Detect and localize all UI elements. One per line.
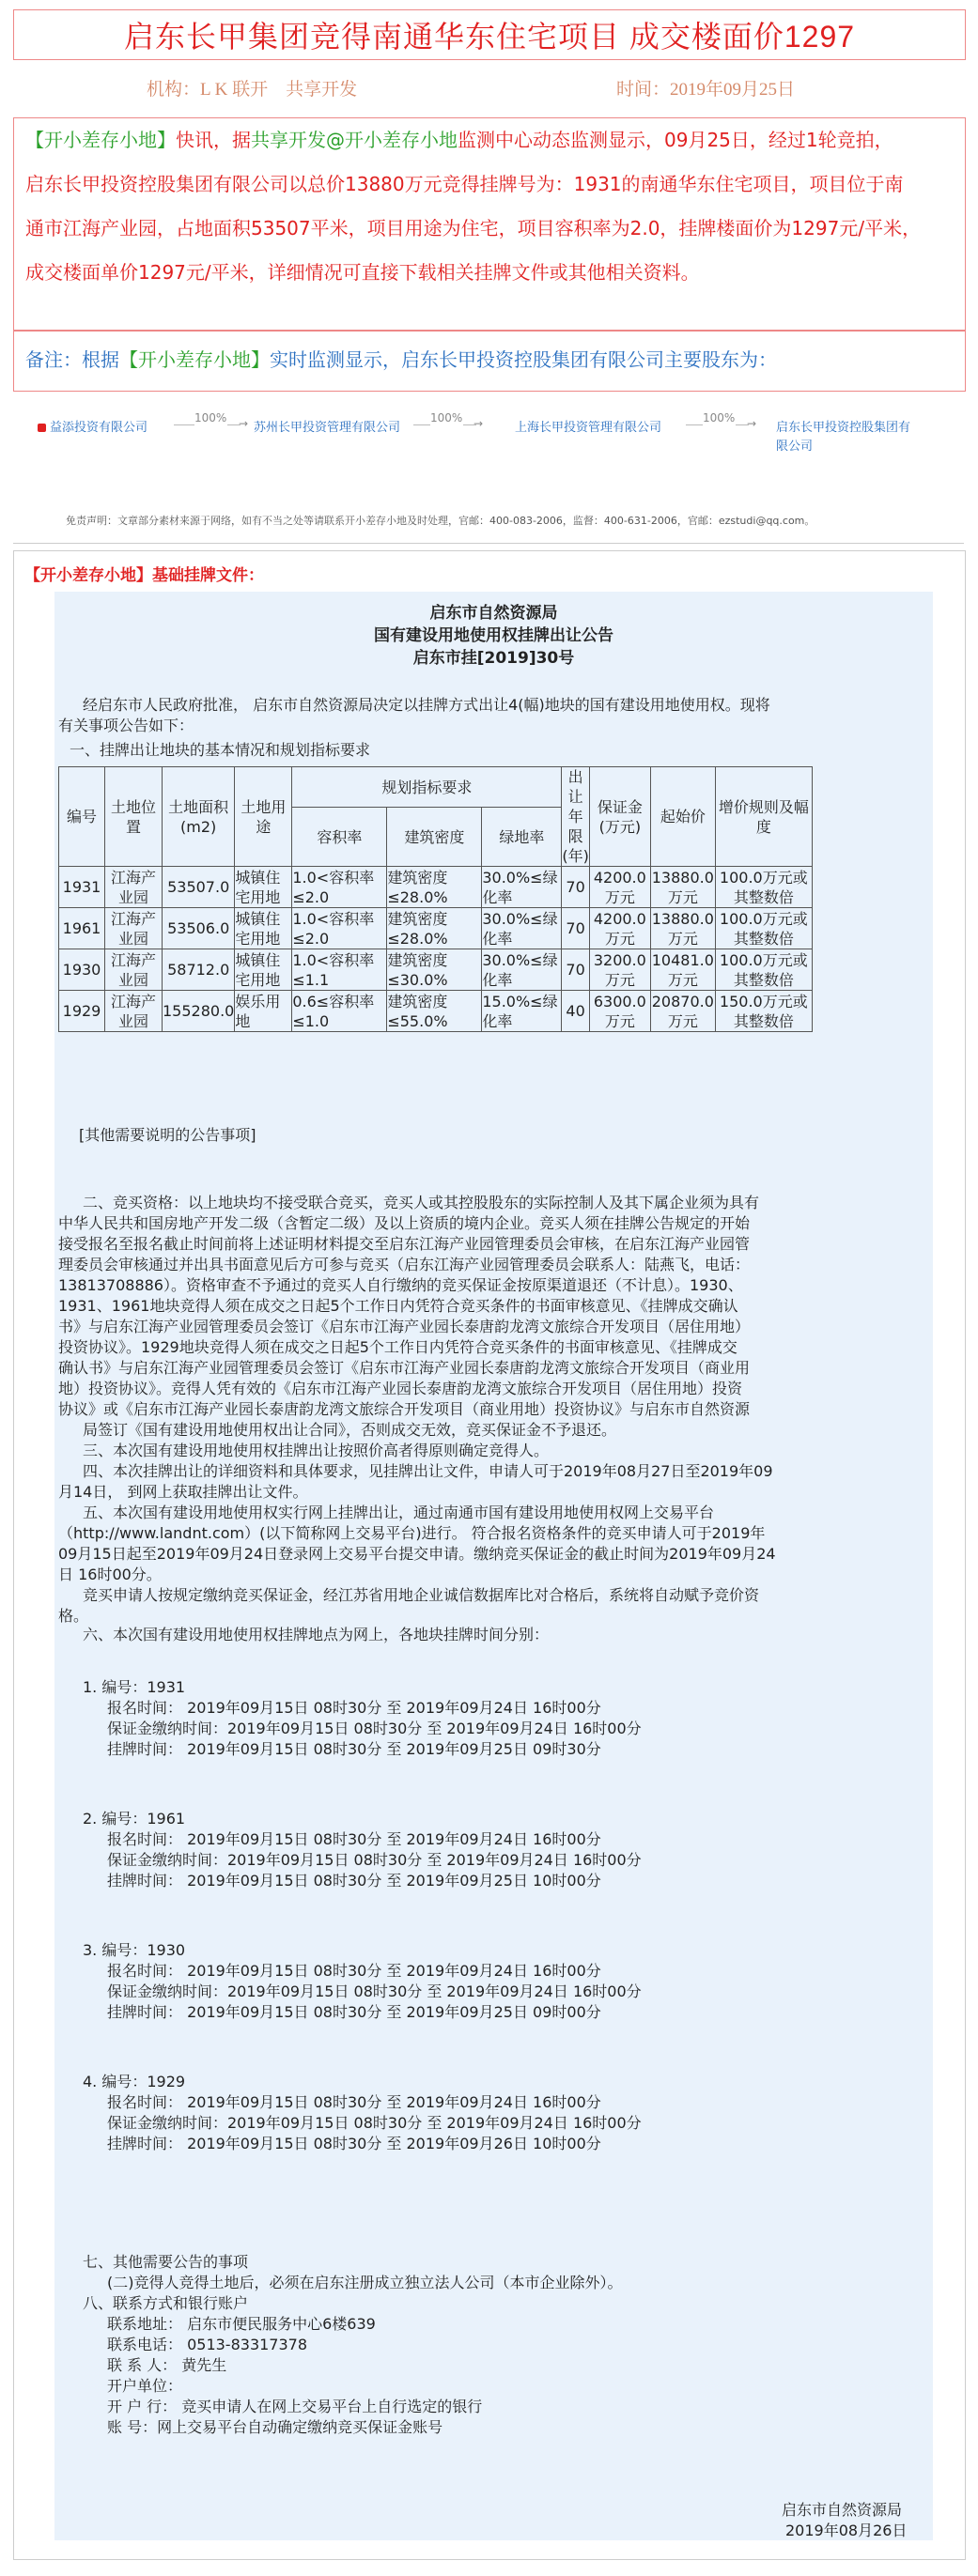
page-title: 启东长甲集团竞得南通华东住宅项目 成交楼面价1297 [123,20,856,54]
headline-box [13,9,966,60]
chain-node-3[interactable]: 上海长甲投资管理有限公司 [515,421,662,435]
text-line: (二)竞得人竞得土地后，必须在启东注册成立独立法人公司（本市企业除外）。 [107,2274,623,2291]
cell: 100.0万元或其整数倍 [715,908,812,949]
cell: 江海产业园 [105,949,163,991]
news-line-4: 成交楼面单价1297元/平米，详细情况可直接下载相关挂牌文件或其他相关资料。 [25,261,700,284]
schedule-dep: 保证金缴纳时间：2019年09月15日 08时30分 至 2019年09月24日 16时00分 [107,1720,642,1737]
cell: 建筑密度≤28.0% [387,908,482,949]
news-text: 快讯，据 [176,129,251,151]
schedule-reg: 报名时间： 2019年09月15日 08时30分 至 2019年09月24日 16时00分 [107,1962,601,1980]
text-line: （http://www.landnt.com）(以下简称网上交易平台)进行。 符合报名资格条件的竞买申请人可于2019年 [58,1524,766,1542]
org-label: 机构：L K 联开 共享开发 [147,80,358,100]
table-row [59,867,813,908]
contact-account: 账 号：网上交易平台自动确定缴纳竞买保证金账号 [107,2418,443,2436]
text-line: 09月15日起至2019年09月24日登录网上交易平台提交申请。缴纳竞买保证金的截止时间为2019年09月24 [58,1545,776,1563]
th-req: 规划指标要求 [292,767,562,808]
contact-unit: 开户单位： [107,2377,183,2395]
time-label: 时间：2019年09月25日 [616,80,796,100]
section-heading: 一、挂牌出让地块的基本情况和规划指标要求 [70,741,371,759]
chain-node-1[interactable] [38,417,147,435]
cell: 70 [562,867,589,908]
th-start: 起始价 [650,767,715,867]
cell: 53506.0 [163,908,235,949]
note-text: 实时监测显示，启东长甲投资控股集团有限公司主要股东为： [270,348,777,371]
table-row [59,991,813,1032]
cell: 0.6≤容积率≤1.0 [292,991,387,1032]
cell: 70 [562,908,589,949]
announcement-document [54,592,933,2540]
text-line: 五、本次国有建设用地使用权实行网上挂牌出让，通过南通市国有建设用地使用权网上交易平台 [83,1504,715,1521]
schedule-dep: 保证金缴纳时间：2019年09月15日 08时30分 至 2019年09月24日 16时00分 [107,2114,642,2132]
cell: 娱乐用地 [235,991,292,1032]
schedule-list: 挂牌时间： 2019年09月15日 08时30分 至 2019年09月26日 10时00分 [107,2135,601,2152]
cell: 15.0%≤绿化率 [482,991,562,1032]
cell: 30.0%≤绿化率 [482,908,562,949]
chain-node-4[interactable]: 启东长甲投资控股集团有 [776,421,911,435]
note-line [14,331,965,389]
note-brand[interactable]: 【开小差存小地】 [119,348,270,371]
cell: 10481.0万元 [651,950,714,989]
cell: 1.0<容积率≤2.0 [292,867,387,908]
schedule-reg: 报名时间： 2019年09月15日 08时30分 至 2019年09月24日 16时00分 [107,2093,601,2111]
node-bullet-icon [38,424,46,432]
brand-link[interactable]: 共享开发@开小差存小地 [251,129,458,151]
other-matters: [其他需要说明的公告事项] [79,1126,256,1144]
th-area: 土地面积(m2) [163,767,235,867]
schedule-dep: 保证金缴纳时间：2019年09月15日 08时30分 至 2019年09月24日 16时00分 [107,1851,642,1869]
cell: 53507.0 [163,867,235,908]
schedule-no: 1. 编号：1931 [83,1678,186,1696]
cell: 100.0万元或其整数倍 [715,867,812,908]
th-green: 绿地率 [482,808,562,867]
contact-person: 联 系 人： 黄先生 [107,2356,227,2374]
signature-org: 启东市自然资源局 [782,2501,903,2519]
text-line: 确认书》与启东江海产业园管理委员会签订《启东市江海产业园长泰唐韵龙湾文旅综合开发项目（商业用 [58,1359,751,1377]
schedule-no: 3. 编号：1930 [83,1941,186,1959]
text-line: 月14日， 到网上获取挂牌出让文件。 [58,1483,308,1501]
contact-address: 联系地址： 启东市便民服务中心6楼639 [107,2315,376,2333]
arrow-right-icon: → [473,417,484,430]
cell: 155280.0 [163,991,235,1032]
cell: 70 [562,949,589,991]
schedule-list: 挂牌时间： 2019年09月15日 08时30分 至 2019年09月25日 09时00分 [107,2003,601,2021]
cell: 城镇住宅用地 [235,867,292,908]
document-label: 【开小差存小地】基础挂牌文件： [24,566,264,584]
schedule-no: 4. 编号：1929 [83,2073,186,2090]
text-line: 二、竞买资格：以上地块均不接受联合竞买，竞买人或其控股股东的实际控制人及其下属企业须为具有 [83,1194,760,1211]
cell: 30.0%≤绿化率 [482,867,562,908]
table-row [59,949,813,991]
cell: 城镇住宅用地 [235,908,292,949]
cell: 20870.0万元 [651,992,714,1030]
doc-number: 启东市挂[2019]30号 [412,649,575,668]
cell: 4200.0万元 [589,908,650,949]
cell: 4200.0万元 [589,867,650,908]
doc-issuer: 启东市自然资源局 [429,604,558,623]
arrow-right-icon: → [747,417,757,430]
cell: 1930 [59,949,105,991]
text-line: 竞买申请人按规定缴纳竞买保证金，经江苏省用地企业诚信数据库比对合格后，系统将自动赋予竞价资 [83,1586,760,1604]
cell: 13880.0万元 [651,909,714,948]
contact-bank: 开 户 行： 竞买申请人在网上交易平台上自行选定的银行 [107,2398,483,2415]
doc-intro: 经启东市人民政府批准， 启东市自然资源局决定以挂牌方式出让4(幅)地块的国有建设用地使用权。现将 [83,696,770,714]
cell: 1.0<容积率≤1.1 [292,949,387,991]
cell: 江海产业园 [105,991,163,1032]
text-line: 投资协议》。1929地块竞得人须在成交之日起5个工作日内凭符合竞买条件的书面审核意见、《挂牌成交 [58,1338,737,1356]
cell: 1931 [59,867,105,908]
cell: 建筑密度≤30.0% [387,949,482,991]
th-years: 出让年限(年) [562,768,589,865]
chain-pct: 100% [194,411,227,424]
schedule-1961 [83,1809,642,1891]
cell: 城镇住宅用地 [235,949,292,991]
cell: 58712.0 [163,949,235,991]
parcel-table [58,766,813,1032]
cell: 150.0万元或其整数倍 [715,991,812,1032]
th-use: 土地用途 [235,767,292,867]
schedule-reg: 报名时间： 2019年09月15日 08时30分 至 2019年09月24日 16时00分 [107,1699,601,1717]
shareholder-chain [38,409,958,466]
text-line: 理委员会审核通过并出具书面意见后方可参与竞买（启东江海产业园管理委员会联系人：陆燕飞，电话： [58,1256,751,1273]
cell: 40 [562,991,589,1032]
schedule-no: 2. 编号：1961 [83,1810,186,1828]
text-line: 八、联系方式和银行账户 [83,2294,249,2312]
cell: 江海产业园 [105,908,163,949]
doc-title: 国有建设用地使用权挂牌出让公告 [374,626,613,645]
schedule-1929 [83,2072,642,2154]
chain-pct: 100% [703,411,736,424]
schedule-list: 挂牌时间： 2019年09月15日 08时30分 至 2019年09月25日 09时30分 [107,1740,601,1758]
schedule-1930 [83,1940,642,2023]
news-text: 监测中心动态监测显示，09月25日，经过1轮竞拍， [458,129,893,151]
news-line-3: 通市江海产业园，占地面积53507平米，项目用途为住宅，项目容积率为2.0，挂牌楼面价为1297元/平米， [25,217,922,239]
th-loc: 土地位置 [105,767,163,867]
text-line: 书》与启东江海产业园管理委员会签订《启东市江海产业园长泰唐韵龙湾文旅综合开发项目（居住用地） [58,1318,751,1335]
text-line: 格。 [58,1607,89,1625]
cell: 建筑密度≤55.0% [387,991,482,1032]
note-box [13,330,966,392]
text-line: 局签订《国有建设用地使用权出让合同》，否则成交无效，竞买保证金不予退还。 [83,1421,617,1439]
table-row [59,908,813,949]
text-line: 三、本次国有建设用地使用权挂牌出让按照价高者得原则确定竞得人。 [83,1442,550,1459]
text-line: 日 16时00分。 [58,1566,162,1583]
text-line: 中华人民共和国房地产开发二级（含暂定二级）及以上资质的境内企业。竞买人须在挂牌公告规定的开始 [58,1214,751,1232]
text-line: 接受报名至报名截止时间前将上述证明材料提交至启东江海产业园管理委员会审核，在启东江海产业园管 [58,1235,751,1253]
schedule-list: 挂牌时间： 2019年09月15日 08时30分 至 2019年09月25日 10时00分 [107,1872,601,1890]
th-inc: 增价规则及幅度 [715,767,812,867]
arrow-right-icon: → [239,417,249,430]
cell: 13880.0万元 [651,868,714,906]
note-text: 备注：根据 [25,348,119,371]
th-deposit: 保证金(万元) [589,767,650,867]
chain-line [686,424,703,425]
chain-node-4-cont[interactable]: 限公司 [776,440,814,454]
text-line: 13813708886）。资格审查不予通过的竞买人自行缴纳的竞买保证金按原渠道退还（不计息）。1930、 [58,1276,743,1294]
chain-line [174,424,194,425]
schedule-reg: 报名时间： 2019年09月15日 08时30分 至 2019年09月24日 16时00分 [107,1830,601,1848]
contact-phone: 联系电话： 0513-83317378 [107,2336,308,2353]
text-line: 四、本次挂牌出让的详细资料和具体要求，见挂牌出让文件，申请人可于2019年08月27日至2019年09 [83,1462,773,1480]
th-far: 容积率 [292,808,387,867]
news-line-2: 启东长甲投资控股集团有限公司以总价13880万元竞得挂牌号为：1931的南通华东住宅项目，项目位于南 [25,173,904,195]
news-box [13,117,966,332]
schedule-dep: 保证金缴纳时间：2019年09月15日 08时30分 至 2019年09月24日 16时00分 [107,1982,642,2000]
disclaimer: 免责声明：文章部分素材来源于网络，如有不当之处等请联系开小差存小地及时处理，官邮：400-083-2006，监督：400-631-2006，官邮：ezstudi@qq.com。 [66,515,815,527]
cell: 1.0<容积率≤2.0 [292,908,387,949]
schedule-1931 [83,1677,642,1760]
text-line: 协议》或《启东市江海产业园长泰唐韵龙湾文旅综合开发项目（商业用地）投资协议》与启东市自然资源 [58,1400,751,1418]
cell: 30.0%≤绿化率 [482,949,562,991]
cell: 6300.0万元 [589,991,650,1032]
chain-node-label: 益添投资有限公司 [50,421,148,435]
section-schedule-heading: 六、本次国有建设用地使用权挂牌地点为网上，各地块挂牌时间分别： [83,1626,550,1643]
news-line-1 [14,118,965,162]
brand-tag[interactable]: 【开小差存小地】 [25,129,176,151]
section-other [83,2252,623,2438]
divider [13,543,964,544]
text-line: 七、其他需要公告的事项 [83,2253,249,2271]
chain-node-2[interactable]: 苏州长甲投资管理有限公司 [254,421,401,435]
th-density: 建筑密度 [387,808,482,867]
signature-date: 2019年08月26日 [785,2522,908,2539]
text-line: 1931、1961地块竞得人须在成交之日起5个工作日内凭符合竞买条件的书面审核意见、《挂牌成交确认 [58,1297,738,1315]
cell: 3200.0万元 [589,949,650,991]
chain-pct: 100% [430,411,463,424]
cell: 1961 [59,908,105,949]
cell: 江海产业园 [105,867,163,908]
cell: 100.0万元或其整数倍 [715,949,812,991]
cell: 1929 [59,991,105,1032]
text-line: 地）投资协议》。竞得人凭有效的《启东市江海产业园长泰唐韵龙湾文旅综合开发项目（居住用地）投资 [58,1380,743,1397]
cell: 建筑密度≤28.0% [387,867,482,908]
section-qualification [58,1193,930,1627]
chain-line [413,424,430,425]
doc-intro: 有关事项公告如下： [58,717,194,734]
th-no: 编号 [59,767,105,867]
